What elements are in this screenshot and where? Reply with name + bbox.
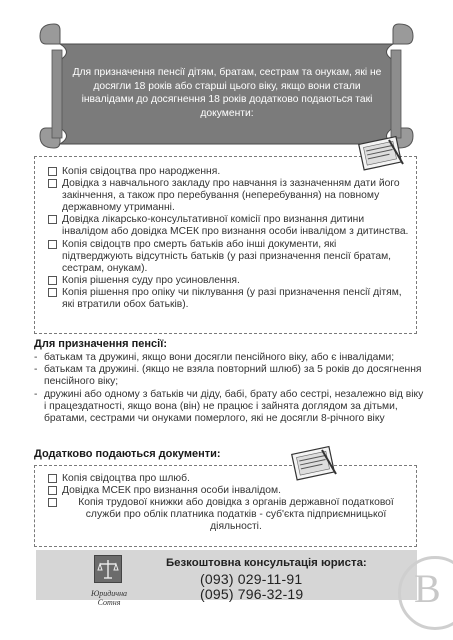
consult-title: Безкоштовна консультація юриста: — [166, 557, 367, 569]
pension-heading: Для призначення пенсії: — [34, 338, 167, 350]
pension-list-item-text: батькам та дружині, якщо вони досягли пенсійного віку, або є інвалідами; — [44, 352, 395, 363]
logo-icon — [94, 555, 122, 583]
pension-list — [34, 352, 426, 425]
pension-list-item: - дружині або одному з батьків чи діду, бабі, брату або сестрі, незалежно від віку і працездатності, якщо вона (він) не працює і зайнята доглядом за дітьми, братами, сестрами чи онуками померлого, які не досягли 8-річного віку — [34, 388, 424, 425]
watermark-letter: B — [414, 566, 441, 611]
pension-list-item: - батькам та дружині. (якщо не взяла повторний шлюб) за 5 років до досягнення пенсійного віку; — [34, 364, 422, 388]
logo-text: Юридична Сотня — [90, 589, 128, 607]
checklist-1-item-text: Довідка лікарсько-консультативної комісії про визнання дитини інвалідом або довідка МСЕК про визнання особи інвалідом з дитинства. — [62, 214, 409, 238]
checkbox[interactable] — [48, 215, 57, 224]
pension-list-item-text: батькам та дружині. (якщо не взяла повторний шлюб) за 5 років до досягнення пенсійного віку; — [44, 364, 422, 388]
checklist-1 — [40, 166, 410, 311]
checklist-2-item-text: Довідка МСЕК про визнання особи інвалідом. — [62, 485, 281, 497]
checklist-1-item — [40, 239, 410, 275]
checkbox[interactable] — [48, 240, 57, 249]
pension-list-item: - батькам та дружині, якщо вони досягли пенсійного віку, або є інвалідами; — [34, 352, 395, 363]
checklist-2-item-text: Копія свідоцтва про шлюб. — [62, 473, 190, 484]
scroll-left-end — [40, 24, 60, 44]
checklist-1-item — [40, 287, 410, 311]
phone-number-1[interactable]: (093) 029-11-91 — [200, 571, 303, 587]
checklist-1-item — [40, 166, 410, 178]
scroll-right-end — [393, 24, 413, 44]
checkbox[interactable] — [48, 474, 57, 483]
checklist-1-item-text: Копія рішення про опіку чи піклування (у разі призначення пенсії дітям, які втратили обох батьків). — [62, 286, 402, 311]
pension-list-item-text: дружині або одному з батьків чи діду, бабі, брату або сестрі, незалежно від віку і працездатності, якщо вона (він) не працює і зайнята доглядом за дітьми, братами, сестрами чи онуками померлого, які не досягли 8-річного віку — [44, 388, 424, 425]
banner-text: Для призначення пенсії дітям, братам, сестрам та онукам, які не досягли 18 років або старші цього віку, якщо вони стали інвалідами до досягнення 18 років додатково подаються такі документи: — [72, 67, 382, 119]
checklist-2-item — [40, 485, 410, 497]
checklist-1-item-text: Копія свідоцтв про смерть батьків або інші документи, які підтверджують відсутність батьків (у разі призначення пенсії братам, сестрам, онукам). — [62, 238, 392, 274]
checklist-1-item — [40, 214, 410, 238]
phone-number-2[interactable]: (095) 796-32-19 — [200, 586, 304, 602]
checkbox[interactable] — [48, 167, 57, 176]
checkbox[interactable] — [48, 288, 57, 297]
checklist-2-item-text: Копія трудової книжки або довідка з органів державної податкової служби про облік платника податків - суб'єкта підприємницької діяльності. — [78, 497, 394, 533]
checkbox[interactable] — [48, 276, 57, 285]
scales-icon — [95, 556, 121, 582]
checklist-2 — [40, 473, 410, 533]
additional-heading: Додатково подаються документи: — [34, 448, 221, 460]
checklist-1-item-text: Довідка з навчального закладу про навчання із зазначенням дати його закінчення, а також про перебування (неперебування) на повному державному утриманні. — [62, 178, 400, 214]
checkbox[interactable] — [48, 498, 57, 507]
checklist-1-item-text: Копія рішення суду про усиновлення. — [62, 274, 240, 286]
checklist-2-item — [40, 473, 410, 485]
checklist-1-item — [40, 275, 410, 287]
checkbox[interactable] — [48, 486, 57, 495]
checkbox[interactable] — [48, 179, 57, 188]
checklist-1-item — [40, 178, 410, 214]
checklist-1-item-text: Копія свідоцтва про народження. — [62, 166, 221, 177]
checklist-2-item — [40, 497, 410, 533]
